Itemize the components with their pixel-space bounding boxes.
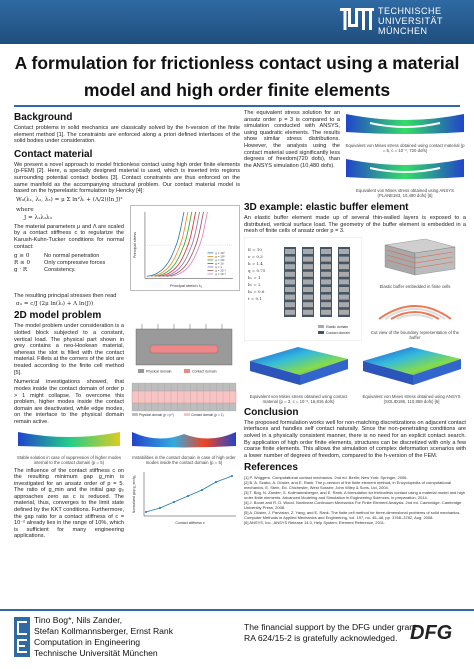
reference-item: [5] A. Düster, J. Parvizian, Z. Yang, and E. Rank. The finite cell method for three-dimensional problems of solid mechanics. Computer Methods in Applied Mechanics and Engineering, vol. 197, no. 45–48, pp. 3768–3782, Aug. 2008. [244, 510, 461, 521]
contact-material-text: We present a novel approach to model frictionless contact using high order finite elements (p-FEM) [2]. Here, a specially designed material is used, which is inserted into regions surrounding potential contact bodies [3]. Contact constraints are thus enforced on the same manifold as the accompanying structural problem. Our contact material model is based on the hyperelastic formulation by Hencky [4]: [14, 161, 240, 195]
legend-label: g = 10² [215, 257, 225, 262]
principal-stress-chart [130, 205, 240, 291]
comparison-text: The equivalent stress solution for an ansatz order p = 3 is compared to a simulation conducted with ANSYS, using quadratic elements. The results show similar stress distributions. However, the analysis using the contact material used significantly less degrees of freedom(720 dofs), than the ANSYS simulation (10,480 dofs). [244, 110, 340, 169]
legend-label: g = 10⁴ [215, 250, 225, 255]
ce-logo-icon [14, 617, 30, 657]
embedded-buffer-figure [365, 237, 465, 279]
svg-text:Elastic domain: Elastic domain [326, 324, 349, 329]
hencky-formula: W₀(λ₁, λ₂, λ₃) = μ Σ ln²λᵢ + (Λ/2)(ln J)² [16, 196, 123, 203]
condition-row: g ≥ 0 No normal penetration [14, 253, 100, 260]
contact-stress-figure [344, 110, 466, 138]
buffer-geometry-figure [244, 237, 362, 341]
legend-label: g = 10⁻¹ [215, 268, 227, 273]
instability-caption: Instabilities in the contact domain in case of high order modes inside the contact domain (p = 5) [132, 454, 236, 465]
buffer-ansys-caption: Equivalent von Mises stress obtained using ANSYS (SOLID186, 110,859 dofs) [6] [362, 393, 461, 404]
cut-caption: Cut view of the boundary representation of the buffer [370, 329, 460, 340]
footer-divider [0, 609, 474, 611]
example-3d-heading: 3D example: elastic buffer element [244, 202, 409, 213]
institution-name: TECHNISCHE UNIVERSITÄT MÜNCHEN [378, 6, 444, 36]
background-text: Contact problems in solid mechanics are classically solved by the h-version of the finite element method [1]. The constraints are enforced along a priori defined interfaces of the solid bodies under consideration. [14, 125, 240, 145]
references-heading: References [244, 462, 298, 474]
dfg-logo: DFG [410, 622, 453, 644]
svg-text:b₂ = 2: b₂ = 2 [248, 281, 261, 287]
model-2d-text2: Numerical investigations showed, that modes inside the contact domain of order p > 1 might collapse. To overcome this problem, higher modes inside the contact domain are deactivated, while edge modes, on the interface to the physical domain remain active. [14, 379, 124, 425]
contact-material-heading: Contact material [14, 148, 93, 160]
funding-acknowledgement: The financial support by the DFG under grant RA 624/15-2 is gratefully acknowledged. [244, 622, 417, 643]
reference-item: [2] B. A. Szabó, A. Düster, and E. Rank. The p-version of the finite element method, in Encyclopedia of computational mechanics, E. Stein, Ed. Chichester, West Sussex: John Wiley & Sons, Ltd, 2004. [244, 480, 451, 491]
svg-text:ν = 0.3: ν = 0.3 [248, 253, 263, 259]
svg-text:t = 0.1: t = 0.1 [248, 295, 262, 301]
background-heading: Background [14, 112, 73, 123]
chart-ylabel: Principal stress [132, 231, 138, 259]
buffer-contact-stress-figure [244, 343, 353, 389]
contact-stress-caption: Equivalent von Mises stress obtained using contact material (p = 5, c = 10⁻², 720 dofs) [345, 143, 465, 153]
stable-caption: Stable solution in case of suppression of higher modes internal to the contact domain (p = 5) [16, 454, 122, 465]
legend-label: g = 10 [215, 261, 224, 266]
model-2d-text: The model problem under consideration is a slotted block subjected to a constant, vertical load. The physical part shown in grey contains a neo-Hookean material, whereas the slot is filled with the contact material. Fillets at the corners of the slot are treated according to the finite cell method [5]. [14, 323, 124, 376]
kkt-conditions [14, 253, 124, 274]
left-column [14, 110, 240, 540]
where-label: where [16, 206, 34, 213]
svg-text:Contact stiffness c: Contact stiffness c [175, 520, 205, 525]
gap-ratio-chart [128, 468, 240, 528]
model-2d-text3: The influence of the contact stiffness c on the resulting minimum gap g_min is investigated for an ansatz order of p = 5. The ratio of g_min and the initial gap g₀ approaches zero as c is reduced. The material, thus, converges to the limit state defined by the KKT conditions. Furthermore, the gap ratio for a contact stiffness of c = 10⁻² already lies in the range of 10%, which is sufficient for many engineering applications. [14, 467, 124, 540]
example-3d-text: An elastic buffer element made up of several thin-walled layers is exposed to a distributed, vertical surface load. The geometry of the buffer element is embedded in a mesh of finite cells of ansatz order p = 3. [244, 215, 466, 235]
svg-text:Normalized gap g_min/g₀: Normalized gap g_min/g₀ [132, 474, 136, 513]
svg-text:q = 0.75: q = 0.75 [248, 267, 266, 273]
instability-figure [128, 428, 240, 450]
header-band [0, 0, 474, 44]
ansys-stress-caption: Equivalent von Mises stress obtained using ANSYS (PLANE183, 10,480 dofs) [6] [356, 188, 454, 198]
svg-text:Contact domain (p = 1): Contact domain (p = 1) [191, 413, 224, 418]
slotted-block-figure [128, 323, 240, 377]
legend-label: g = 10⁻² [215, 271, 227, 276]
references-list [244, 475, 466, 525]
principal-stress-formula: σᵢᵢ = c/J (2μ ln(λᵢ) + Λ ln(J)) [16, 301, 94, 308]
condition-row: g · R Consistency. [14, 267, 76, 274]
svg-text:Contact domain: Contact domain [326, 330, 350, 335]
conclusion-heading: Conclusion [244, 406, 299, 418]
svg-text:Physical domain (p = p*): Physical domain (p = p*) [139, 413, 174, 418]
reference-item: [3] T. Bog, N. Zander, S. Kollmannsberger, and E. Rank. A formulation for frictionless contact using a material model and high order finite elements. Advanced Modeling and Simulation in Engineering Sciences, in preparation, 2014. [244, 490, 465, 501]
stable-solution-figure [14, 428, 124, 450]
svg-text:E = 10: E = 10 [248, 246, 262, 252]
chart-xlabel: Principal stretch λ₁ [169, 282, 202, 288]
params-text: The material parameters μ and Λ are scaled by a contact stiffness c to regularize the Karush-Kuhn-Tucker conditions for normal contact: [14, 223, 124, 250]
reference-item: [6] ANSYS, Inc., ANSYS Release 14.0, Help System, Element Reference, 2011. [244, 520, 386, 526]
author-block: Tino Bog*, Nils Zander, Stefan Kollmannsberger, Ernst Rank Computation in Engineering Technische Universität München [34, 615, 174, 658]
model-2d-heading: 2D model problem [14, 310, 102, 322]
ansys-stress-figure [344, 155, 466, 183]
embed-caption: Elastic buffer embedded in finite cells [379, 283, 451, 289]
right-column [244, 110, 466, 525]
mode-deactivation-figure [128, 381, 240, 421]
reference-item: [1] P. Wriggers. Computational contact mechanics. 2nd ed. Berlin; New York: Springer, 2006. [244, 475, 408, 481]
conclusion-text: The proposed formulation works well for non-matching discretizations on adjacent contact interfaces and handles self contact naturally. Since the non-penetrating conditions are solved in a physically consistent manner, there is no need for an explicit contact search. By application of high order finite elements, structures can be discretized with only a few coarse finite elements. This allows the simulation of complex deformation scenarios with a lower number of degrees of freedom, compared to the h-version of the FEM. [244, 419, 466, 459]
legend-label: g = 10³ [215, 254, 225, 259]
svg-text:b₃ = 0.6: b₃ = 0.6 [248, 288, 265, 294]
condition-row: R ≤ 0 Only compressive forces [14, 260, 106, 267]
legend-label: g = 1 [215, 264, 222, 269]
cut-view-figure [365, 291, 465, 325]
tum-logo-icon [340, 6, 374, 34]
poster-title: A formulation for frictionless contact using a material model and high order finite elements [14, 53, 460, 100]
buffer-contact-caption: Equivalent von Mises stress obtained using contact material (p = 3, c = 10⁻², 16,816 dofs) [249, 393, 348, 404]
svg-text:Physical domain: Physical domain [146, 369, 172, 374]
svg-text:Contact domain: Contact domain [192, 369, 217, 374]
title-divider [14, 105, 460, 107]
svg-text:b₁ = 1: b₁ = 1 [248, 274, 261, 280]
buffer-ansys-stress-figure [357, 343, 466, 389]
svg-text:h = 1.4: h = 1.4 [248, 260, 263, 266]
stress-text: The resulting principal stresses then read [14, 292, 117, 299]
reference-item: [4] J. Bonet and R. D. Wood. Nonlinear Continuum Mechanics For Finite Element Analysis. 2nd ed. Cambridge: Cambridge University Press, 2008. [244, 500, 462, 511]
jacobian-formula: J = λ₁λ₂λ₃ [24, 214, 52, 221]
